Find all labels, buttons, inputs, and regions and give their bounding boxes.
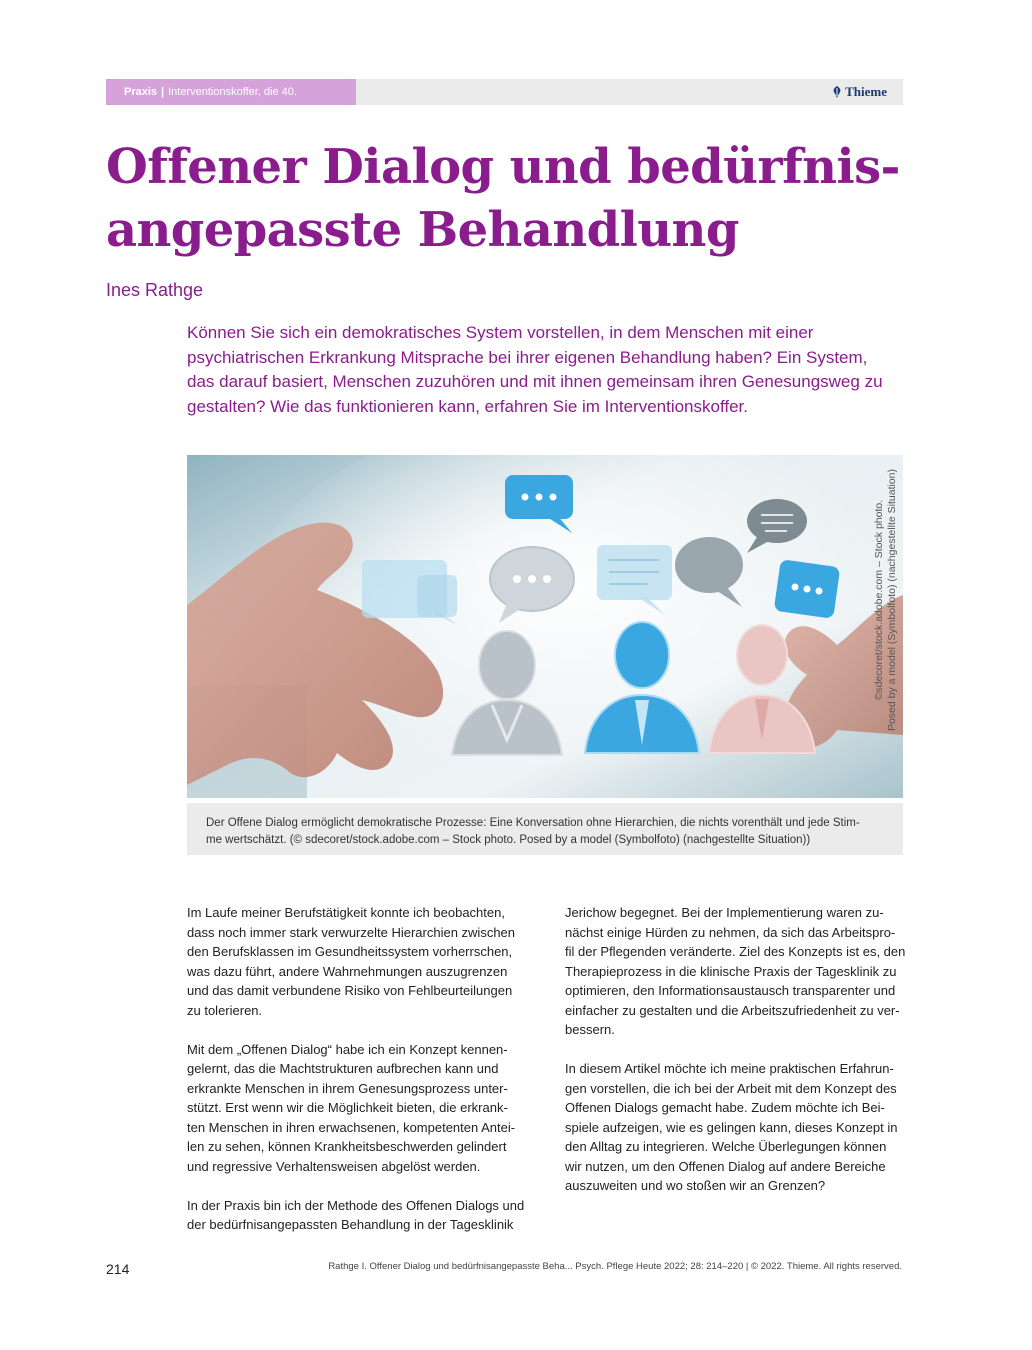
body-line: und regressive Verhaltensweisen abgelöst werden. bbox=[187, 1158, 481, 1174]
body-line: spiele aufzeigen, wie es gelingen kann, dieses Konzept in bbox=[565, 1119, 898, 1135]
section-label: Praxis bbox=[124, 86, 158, 98]
body-column-left bbox=[187, 903, 532, 1254]
lead-line: gestalten? Wie das funktionieren kann, erfahren Sie im Interventionskoffer. bbox=[187, 396, 749, 416]
body-paragraph bbox=[565, 1059, 910, 1196]
caption-line: me wertschätzt. (© sdecoret/stock.adobe.com – Stock photo. Posed by a model (Symbolfoto) (nachgestellte Situation)) bbox=[206, 834, 811, 846]
credit-line: Posed by a model (Symbolfoto) (nachgestellte Situation) bbox=[886, 468, 898, 732]
article-title bbox=[106, 136, 926, 262]
body-line: gen vorstellen, die ich bei der Arbeit mit dem Konzept des bbox=[565, 1080, 897, 1096]
credit-line: ©sdecoret/stock.adobe.com – Stock photo. bbox=[873, 499, 885, 701]
publisher-logo bbox=[832, 79, 887, 105]
body-line: Mit dem „Offenen Dialog“ habe ich ein Konzept kennen- bbox=[187, 1041, 508, 1057]
thieme-logo-icon bbox=[832, 86, 842, 98]
body-line: auszuweiten und wo stoßen wir an Grenzen? bbox=[565, 1178, 826, 1193]
body-line: Therapieprozess in die klinische Praxis der Tagesklinik zu bbox=[565, 963, 897, 979]
body-paragraph bbox=[187, 1196, 532, 1235]
figure-illustration bbox=[187, 455, 903, 798]
citation-footer: Rathge I. Offener Dialog und bedürfnisangepasste Beha... Psych. Pflege Heute 2022; 28: 214–220 | © 2022. Thieme. All rights reserved. bbox=[328, 1261, 902, 1272]
article-lead bbox=[187, 321, 907, 419]
body-column-right bbox=[565, 903, 910, 1215]
body-paragraph bbox=[565, 903, 910, 1040]
body-line: und das damit verbundene Risiko von Fehlbeurteilungen bbox=[187, 983, 513, 998]
body-paragraph bbox=[187, 903, 532, 1020]
header-bar bbox=[106, 79, 903, 105]
speech-bubble-icon bbox=[417, 575, 457, 617]
body-line: bessern. bbox=[565, 1022, 615, 1037]
body-line: einfacher zu gestalten und die Arbeitszufriedenheit zu ver- bbox=[565, 1002, 900, 1018]
section-separator: | bbox=[161, 86, 165, 98]
body-line: zu tolerieren. bbox=[187, 1002, 263, 1018]
lead-line: Können Sie sich ein demokratisches System vorstellen, in dem Menschen mit einer bbox=[187, 323, 814, 342]
body-line: optimieren, den Informationsaustausch transparenter und bbox=[565, 983, 896, 998]
body-line: erkrankte Menschen in ihrem Genesungsprozess unter- bbox=[187, 1080, 508, 1096]
article-figure bbox=[187, 455, 903, 798]
logo-text: Thieme bbox=[845, 84, 887, 99]
caption-line: Der Offene Dialog ermöglicht demokratische Prozesse: Eine Konversation ohne Hierarchien, die nichts vorenthält und jede Stim- bbox=[206, 817, 860, 829]
body-line: was dazu führt, andere Wahrnehmungen auszugrenzen bbox=[187, 963, 508, 979]
body-paragraph bbox=[187, 1040, 532, 1177]
body-line: Offenen Dialogs gemacht habe. Zudem möchte ich Bei- bbox=[565, 1100, 885, 1115]
body-line: nächst einige Hürden zu nehmen, da sich das Arbeitspro- bbox=[565, 924, 896, 940]
figure-caption bbox=[187, 803, 903, 855]
body-line: ten Menschen in ihren erwachsenen, kompetenten Antei- bbox=[187, 1119, 516, 1135]
body-line: Jerichow begegnet. Bei der Implementierung waren zu- bbox=[565, 905, 884, 920]
body-line: In diesem Artikel möchte ich meine praktischen Erfahrun- bbox=[565, 1061, 894, 1076]
series-label: Interventionskoffer, die 40. bbox=[168, 86, 297, 98]
body-line: wir nutzen, um den Offenen Dialog auf andere Bereiche bbox=[565, 1158, 886, 1174]
lead-line: psychiatrischen Erkrankung Mitsprache bei ihrer eigenen Behandlung haben? Ein System, bbox=[187, 347, 868, 367]
body-line: len zu sehen, können Krankheitsbeschwerden gelindert bbox=[187, 1139, 507, 1154]
body-line: stützt. Erst wenn wir die Möglichkeit bieten, die erkrank- bbox=[187, 1100, 508, 1115]
body-line: den Berufsklassen im Gesundheitssystem vorherrschen, bbox=[187, 944, 513, 959]
lead-line: das darauf basiert, Menschen zuzuhören und mit ihnen gemeinsam ihren Genesungsweg zu bbox=[187, 372, 883, 391]
body-line: den Alltag zu integrieren. Welche Überlegungen können bbox=[565, 1139, 887, 1154]
body-line: Im Laufe meiner Berufstätigkeit konnte ich beobachten, bbox=[187, 905, 505, 920]
body-line: In der Praxis bin ich der Methode des Offenen Dialogs und bbox=[187, 1197, 525, 1213]
body-line: dass noch immer stark verwurzelte Hierarchien zwischen bbox=[187, 924, 516, 940]
body-line: der bedürfnisangepassten Behandlung in der Tagesklinik bbox=[187, 1217, 514, 1232]
figure-credit bbox=[869, 455, 903, 745]
body-line: gelernt, das die Machtstrukturen aufbrechen kann und bbox=[187, 1061, 499, 1076]
section-tag bbox=[106, 79, 356, 105]
body-line: fil der Pflegenden veränderte. Ziel des Konzepts ist es, den bbox=[565, 944, 906, 959]
speech-bubble-icon bbox=[774, 559, 841, 619]
title-line-1: Offener Dialog und bedürfnis- bbox=[106, 139, 900, 195]
page-number: 214 bbox=[106, 1261, 130, 1277]
title-line-2: angepasste Behandlung bbox=[106, 202, 739, 258]
article-author: Ines Rathge bbox=[106, 280, 204, 300]
